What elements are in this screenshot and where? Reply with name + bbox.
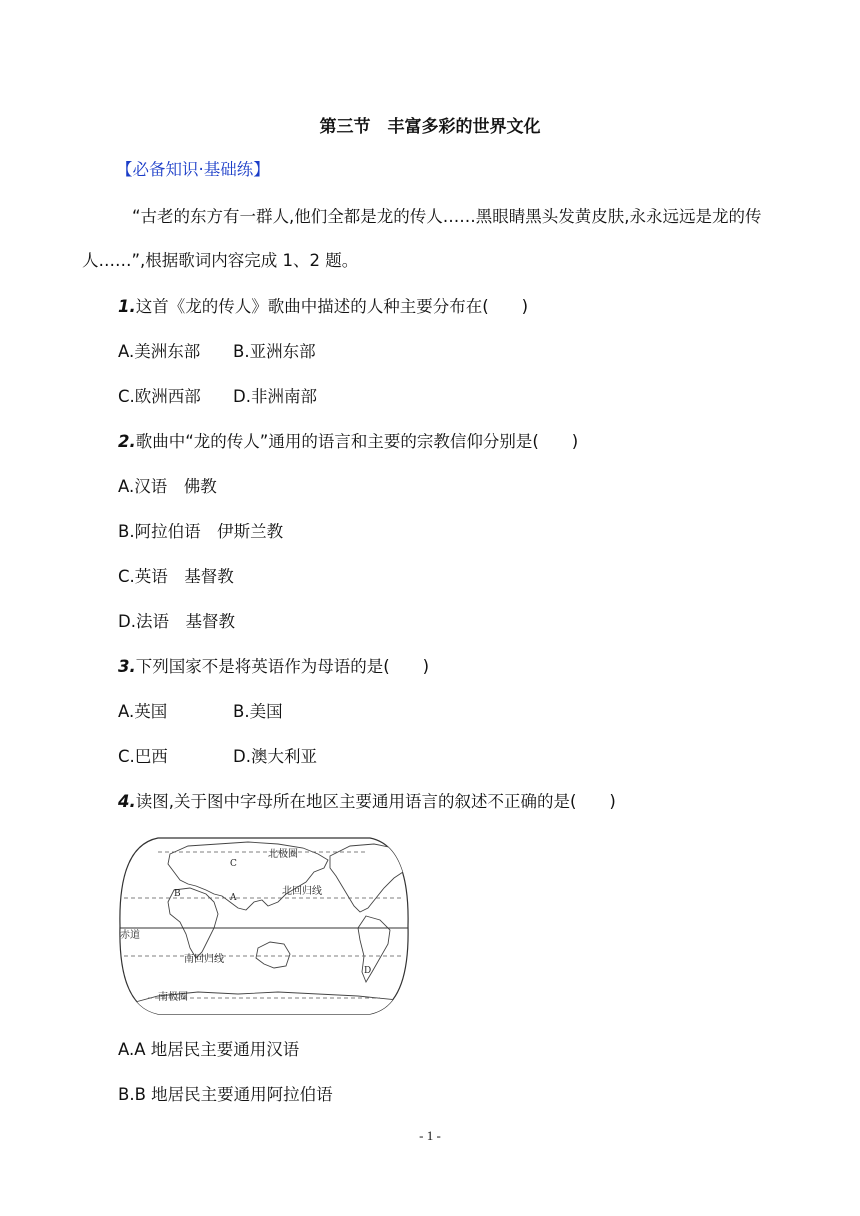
q1-option-c: C.欧洲西部: [118, 387, 201, 406]
q4-option-a: A.A 地居民主要通用汉语: [118, 1040, 300, 1059]
page-number: - 1 -: [419, 1128, 441, 1143]
question-1-text: 这首《龙的传人》歌曲中描述的人种主要分布在( ): [135, 297, 529, 316]
question-3-number: 3.: [118, 657, 136, 676]
label-equator: 赤道: [120, 930, 140, 941]
question-3: [118, 657, 429, 677]
question-4: [118, 792, 616, 812]
question-1: [118, 297, 528, 317]
question-2-text: 歌曲中“龙的传人”通用的语言和主要的宗教信仰分别是( ): [135, 432, 579, 451]
q3-option-a: A.英国: [118, 702, 168, 721]
q4-option-b: B.B 地居民主要通用阿拉伯语: [118, 1085, 333, 1104]
label-tropic-cancer: 北回归线: [282, 886, 322, 897]
question-2: [118, 432, 578, 452]
q2-option-d: D.法语 基督教: [118, 612, 235, 631]
q2-option-c: C.英语 基督教: [118, 567, 234, 586]
question-1-number: 1.: [118, 297, 136, 316]
section-heading: 【必备知识·基础练】: [116, 160, 270, 179]
label-tropic-capricorn: 南回归线: [184, 954, 224, 965]
q1-option-a: A.美洲东部: [118, 342, 201, 361]
greenland-landmass: [394, 838, 408, 856]
intro-line-1: “古老的东方有一群人,他们全都是龙的传人……黑眼睛黑头发黄皮肤,永永远远是龙的传: [132, 207, 762, 226]
q3-option-b: B.美国: [233, 702, 283, 721]
question-3-text: 下列国家不是将英语作为母语的是( ): [135, 657, 430, 676]
q2-option-a: A.汉语 佛教: [118, 477, 217, 496]
q1-option-b: B.亚洲东部: [233, 342, 316, 361]
label-arctic-circle: 北极圈: [268, 849, 298, 860]
question-4-number: 4.: [118, 792, 136, 811]
world-map: [118, 836, 410, 1016]
label-point-c: C: [230, 859, 237, 869]
q3-option-d: D.澳大利亚: [233, 747, 317, 766]
label-point-d: D: [364, 966, 372, 976]
q1-option-d: D.非洲南部: [233, 387, 317, 406]
page-title: 第三节 丰富多彩的世界文化: [319, 117, 541, 137]
q3-option-c: C.巴西: [118, 747, 168, 766]
q2-option-b: B.阿拉伯语 伊斯兰教: [118, 522, 284, 541]
intro-line-2: 人……”,根据歌词内容完成 1、2 题。: [82, 251, 359, 270]
label-point-a: A: [230, 893, 237, 903]
label-point-b: B: [174, 889, 181, 899]
question-2-number: 2.: [118, 432, 136, 451]
label-antarctic-circle: 南极圈: [158, 992, 188, 1003]
question-4-text: 读图,关于图中字母所在地区主要通用语言的叙述不正确的是( ): [135, 792, 616, 811]
